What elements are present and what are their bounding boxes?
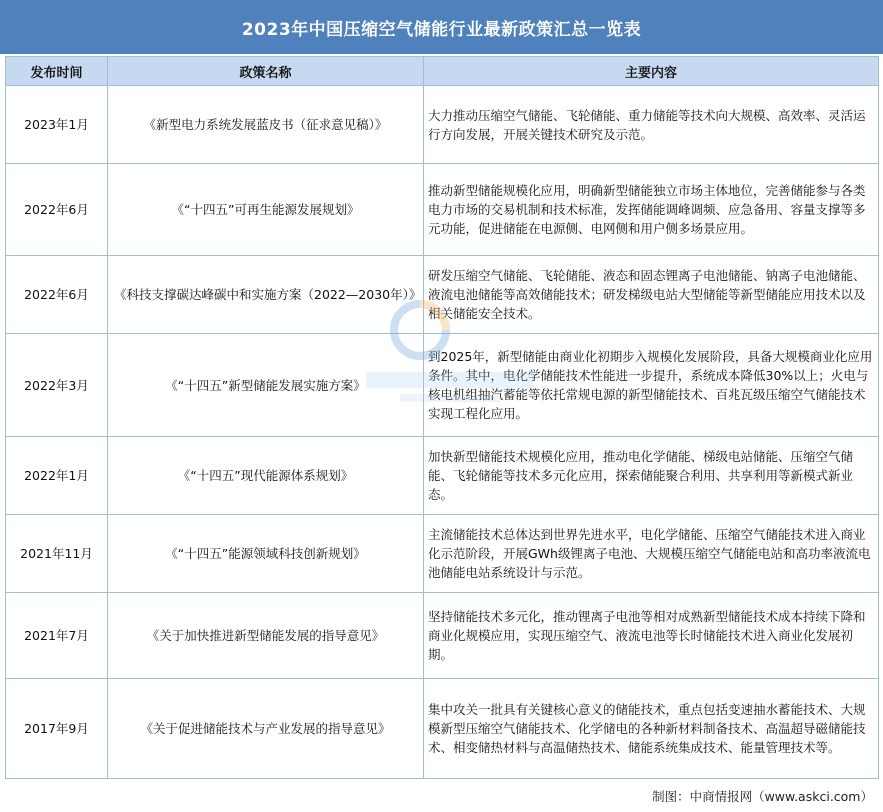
- row-date: 2021年7月: [6, 593, 108, 679]
- row-content: 集中攻关一批具有关键核心意义的储能技术，重点包括变速抽水蓄能技术、大规模新型压缩空气储能技术、化学储电的各种新材料制备技术、高温超导磁储能技术、相变储热材料与高温储热技术、储能系统集成技术、能量管理技术等。: [424, 679, 879, 779]
- header-date: 发布时间: [6, 57, 108, 86]
- row-policy-name: 《新型电力系统发展蓝皮书（征求意见稿）》: [108, 86, 424, 164]
- row-policy-name: 《“十四五”能源领域科技创新规划》: [108, 515, 424, 593]
- row-policy-name: 《“十四五”可再生能源发展规划》: [108, 164, 424, 256]
- row-date: 2021年11月: [6, 515, 108, 593]
- row-policy-name: 《“十四五”现代能源体系规划》: [108, 437, 424, 515]
- table-row: [6, 334, 879, 437]
- row-date: 2022年6月: [6, 256, 108, 334]
- table-row: [6, 593, 879, 679]
- row-policy-name: 《关于促进储能技术与产业发展的指导意见》: [108, 679, 424, 779]
- table-header-row: [6, 57, 879, 86]
- policy-table: [5, 56, 879, 779]
- row-content: 研发压缩空气储能、飞轮储能、液态和固态锂离子电池储能、钠离子电池储能、液流电池储能等高效储能技术；研发梯级电站大型储能等新型储能应用技术以及相关储能安全技术。: [424, 256, 879, 334]
- row-content: 推动新型储能规模化应用，明确新型储能独立市场主体地位，完善储能参与各类电力市场的交易机制和技术标准，发挥储能调峰调频、应急备用、容量支撑等多元功能，促进储能在电源侧、电网侧和用户侧多场景应用。: [424, 164, 879, 256]
- row-date: 2022年3月: [6, 334, 108, 437]
- row-content: 坚持储能技术多元化，推动锂离子电池等相对成熟新型储能技术成本持续下降和商业化规模应用，实现压缩空气、液流电池等长时储能技术进入商业化发展初期。: [424, 593, 879, 679]
- row-policy-name: 《关于加快推进新型储能发展的指导意见》: [108, 593, 424, 679]
- row-date: 2022年1月: [6, 437, 108, 515]
- table-row: [6, 437, 879, 515]
- row-date: 2023年1月: [6, 86, 108, 164]
- table-row: [6, 164, 879, 256]
- source-caption: 制图：中商情报网（www.askci.com）: [652, 789, 873, 804]
- row-content: 大力推动压缩空气储能、飞轮储能、重力储能等技术向大规模、高效率、灵活运行方向发展，开展关键技术研究及示范。: [424, 86, 879, 164]
- row-policy-name: 《科技支撑碳达峰碳中和实施方案（2022—2030年）》: [108, 256, 424, 334]
- page-title: 2023年中国压缩空气储能行业最新政策汇总一览表: [0, 0, 883, 54]
- row-date: 2017年9月: [6, 679, 108, 779]
- header-main-content: 主要内容: [424, 57, 879, 86]
- table-row: [6, 86, 879, 164]
- row-date: 2022年6月: [6, 164, 108, 256]
- row-policy-name: 《“十四五”新型储能发展实施方案》: [108, 334, 424, 437]
- row-content: 主流储能技术总体达到世界先进水平，电化学储能、压缩空气储能技术进入商业化示范阶段，开展GWh级锂离子电池、大规模压缩空气储能电站和高功率液流电池储能电站系统设计与示范。: [424, 515, 879, 593]
- table-row: [6, 256, 879, 334]
- table-row: [6, 679, 879, 779]
- header-policy-name: 政策名称: [108, 57, 424, 86]
- row-content: 加快新型储能技术规模化应用，推动电化学储能、梯级电站储能、压缩空气储能、飞轮储能等技术多元化应用，探索储能聚合利用、共享利用等新模式新业态。: [424, 437, 879, 515]
- row-content: 到2025年，新型储能由商业化初期步入规模化发展阶段，具备大规模商业化应用条件。其中，电化学储能技术性能进一步提升，系统成本降低30%以上；火电与核电机组抽汽蓄能等依托常规电源的新型储能技术、百兆瓦级压缩空气储能技术实现工程化应用。: [424, 334, 879, 437]
- table-row: [6, 515, 879, 593]
